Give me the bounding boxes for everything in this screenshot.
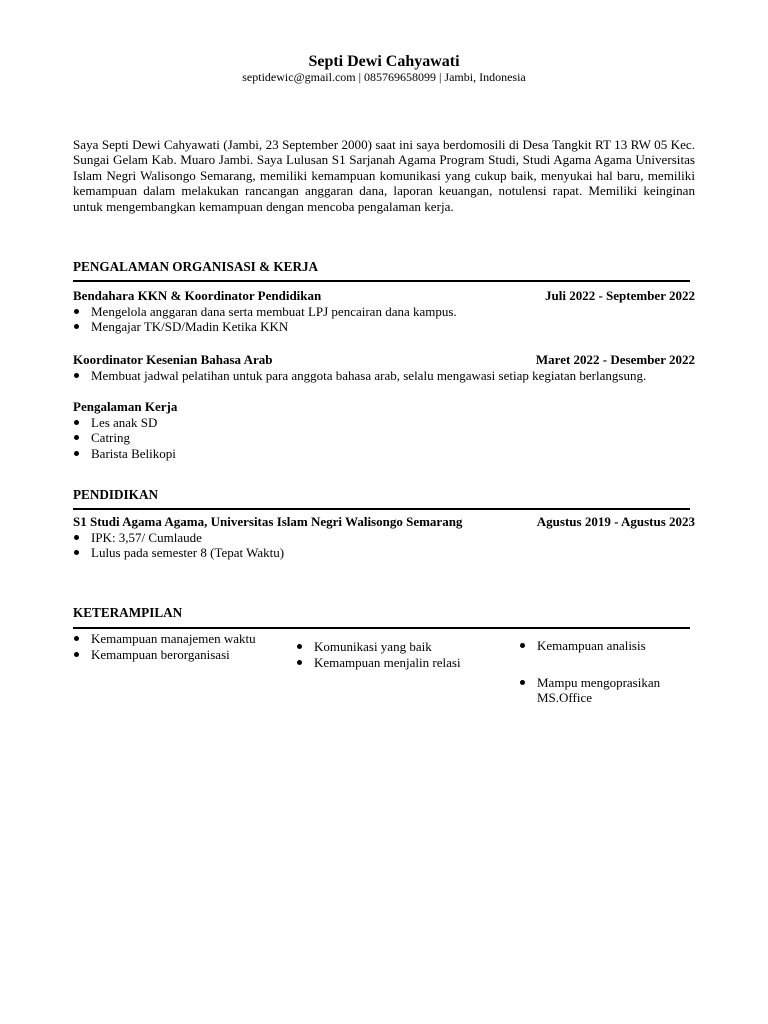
list-item xyxy=(73,368,695,384)
experience-entry xyxy=(73,352,695,383)
list-item xyxy=(73,304,695,320)
list-item xyxy=(73,319,695,335)
work-bullets xyxy=(73,415,695,462)
skills-list xyxy=(73,631,273,662)
list-item-text: Lulus pada semester 8 (Tepat Waktu) xyxy=(91,545,285,560)
education-section-title: PENDIDIKAN xyxy=(73,487,158,502)
bullet-icon xyxy=(74,435,79,440)
list-item-text: Mengelola anggaran dana serta membuat LPJ pencairan dana kampus. xyxy=(91,303,457,319)
bullet-icon xyxy=(74,420,79,425)
education-dates: Agustus 2019 - Agustus 2023 xyxy=(536,514,695,529)
list-item-text: Catring xyxy=(91,430,130,445)
bullet-icon xyxy=(297,660,302,665)
entry-bullets xyxy=(73,304,695,335)
bullet-icon xyxy=(297,644,302,649)
list-item xyxy=(519,638,699,654)
list-item-text: Mengajar TK/SD/Madin Ketika KKN xyxy=(91,319,289,334)
bullet-icon xyxy=(74,451,79,456)
section-divider xyxy=(73,508,690,510)
profile-summary: Saya Septi Dewi Cahyawati (Jambi, 23 September 2000) saat ini saya berdomosili di Desa Tangkit RT 13 RW 05 Kec. Sungai Gelam Kab. Muaro Jambi. Saya Lulusan S1 Sarjanah Agama Program Studi, Studi Agama Agama Universitas Islam Negri Walisongo Semarang, memiliki kemampuan komunikasi yang cukup baik, menyukai hal baru, memiliki kemampuan dalam melakukan rancangan anggaran dana, laporan keuangan, notulensi rapat. Memiliki keinginan untuk mengembangkan kemampuan dengan mencoba pengalaman kerja. xyxy=(73,137,695,214)
experience-entry xyxy=(73,288,695,335)
bullet-icon xyxy=(74,636,79,641)
bullet-icon xyxy=(74,550,79,555)
entry-header xyxy=(73,288,695,304)
section-divider xyxy=(73,280,690,282)
list-item-text: Komunikasi yang baik xyxy=(314,639,432,654)
work-experience xyxy=(73,399,695,461)
list-item xyxy=(73,446,695,462)
list-item-text: Kemampuan analisis xyxy=(537,638,646,653)
entry-dates: Maret 2022 - Desember 2022 xyxy=(535,352,695,367)
list-item xyxy=(73,415,695,431)
skills-section-title: KETERAMPILAN xyxy=(73,605,183,620)
list-item xyxy=(73,545,695,561)
list-item-text: Mampu mengoprasikan MS.Office xyxy=(537,674,661,705)
skills-column-1 xyxy=(73,631,273,662)
bullet-icon xyxy=(74,535,79,540)
bullet-icon xyxy=(74,373,79,378)
bullet-icon xyxy=(520,643,525,648)
experience-section-title: PENGALAMAN ORGANISASI & KERJA xyxy=(73,259,319,274)
section-divider xyxy=(73,627,690,629)
skills-list xyxy=(296,639,466,670)
skills-list xyxy=(519,638,699,706)
list-item-text: Kemampuan manajemen waktu xyxy=(91,631,256,646)
list-item xyxy=(519,675,699,706)
list-item-text: Barista Belikopi xyxy=(91,445,176,461)
list-item xyxy=(296,639,466,655)
list-item xyxy=(73,647,273,663)
skills-column-2 xyxy=(296,639,466,670)
list-item xyxy=(73,631,273,647)
list-item-text: IPK: 3,57/ Cumlaude xyxy=(91,529,202,545)
entry-role: Koordinator Kesenian Bahasa Arab xyxy=(73,352,273,367)
list-item-text: Membuat jadwal pelatihan untuk para anggota bahasa arab, selalu mengawasi setiap kegiatan berlangsung. xyxy=(91,367,647,383)
bullet-icon xyxy=(520,680,525,685)
entry-header xyxy=(73,352,695,368)
list-item-text: Les anak SD xyxy=(91,414,158,430)
education-degree: S1 Studi Agama Agama, Universitas Islam Negri Walisongo Semarang xyxy=(73,514,463,529)
education-entry xyxy=(73,514,695,561)
list-item xyxy=(73,530,695,546)
entry-dates: Juli 2022 - September 2022 xyxy=(545,288,695,303)
entry-header xyxy=(73,514,695,530)
bullet-icon xyxy=(74,309,79,314)
list-item xyxy=(296,655,466,671)
contact-line: septidewic@gmail.com | 085769658099 | Jambi, Indonesia xyxy=(242,70,526,84)
list-item-text: Kemampuan menjalin relasi xyxy=(314,654,461,670)
list-item-text: Kemampuan berorganisasi xyxy=(91,646,230,662)
education-bullets xyxy=(73,530,695,561)
bullet-icon xyxy=(74,324,79,329)
entry-role: Bendahara KKN & Koordinator Pendidikan xyxy=(73,288,322,303)
list-item xyxy=(73,430,695,446)
bullet-icon xyxy=(74,652,79,657)
entry-bullets xyxy=(73,368,695,384)
candidate-name: Septi Dewi Cahyawati xyxy=(308,53,460,70)
skills-column-3 xyxy=(519,638,699,706)
work-experience-title: Pengalaman Kerja xyxy=(73,399,178,414)
